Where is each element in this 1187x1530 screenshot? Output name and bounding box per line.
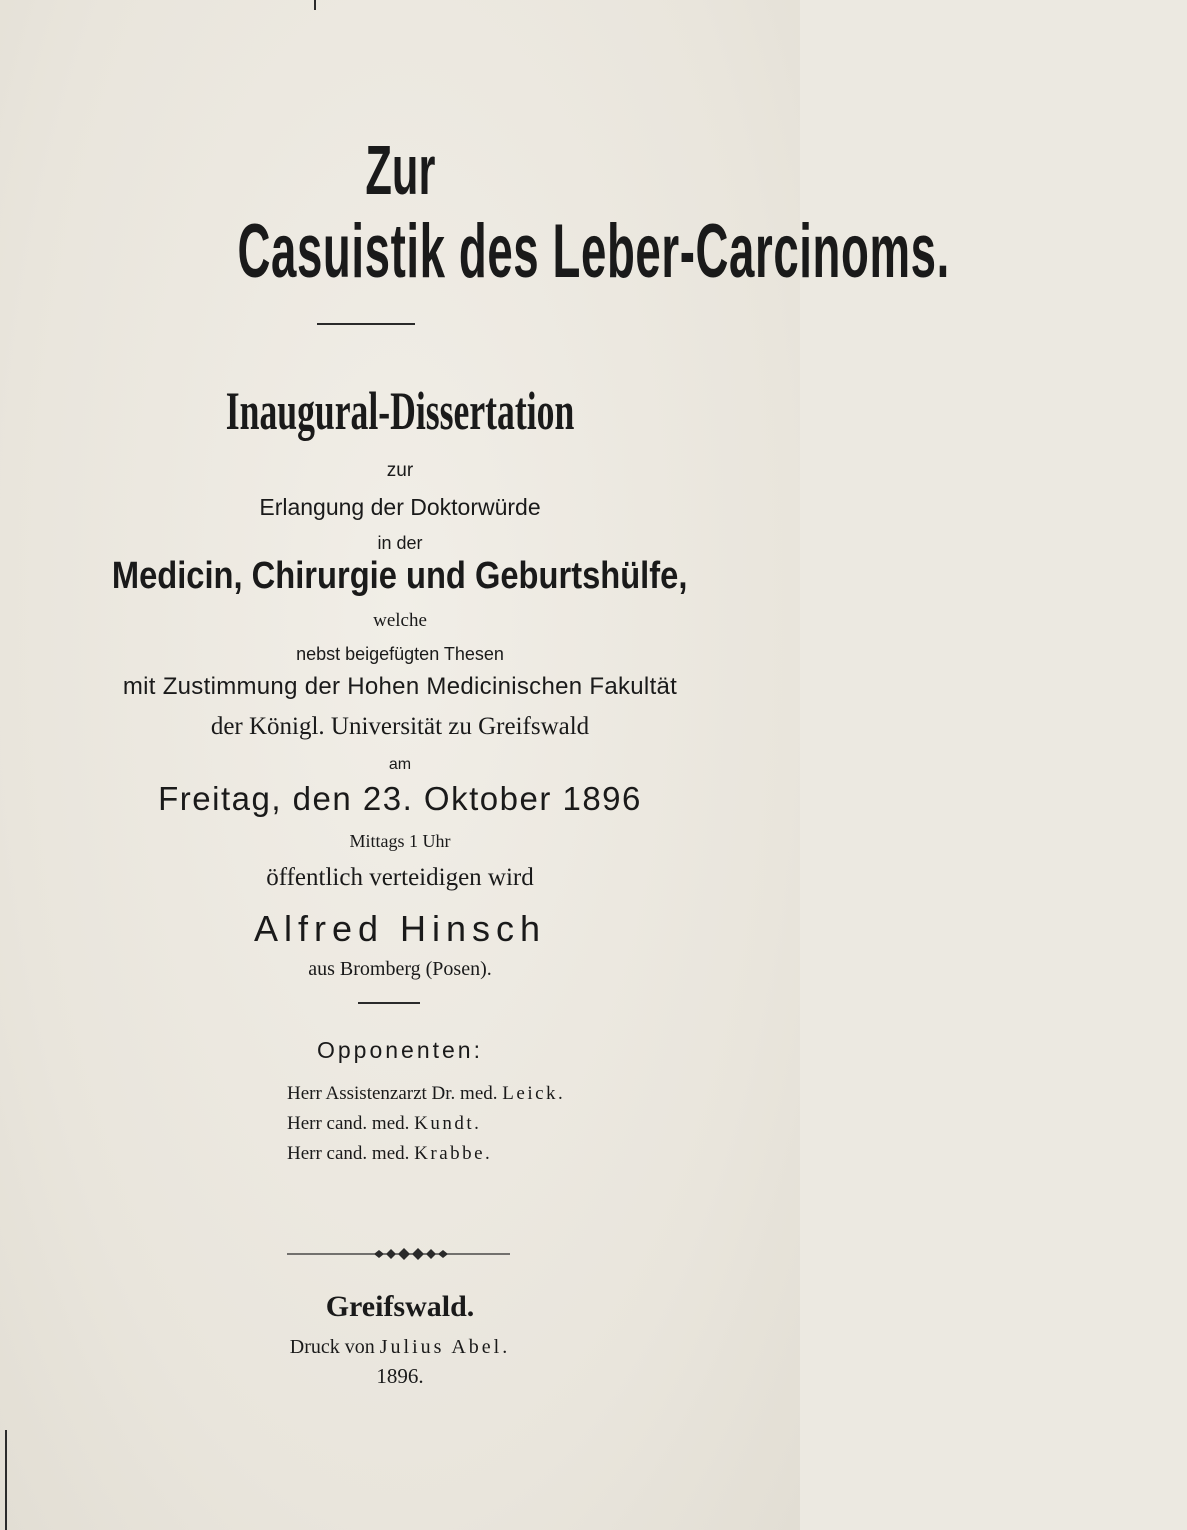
time-text: Mittags 1 Uhr xyxy=(349,831,451,851)
date-text: Freitag, den 23. Oktober 1896 xyxy=(158,780,642,817)
opponent-prefix: Herr Assistenzarzt Dr. med. xyxy=(287,1083,498,1104)
welche-text: welche xyxy=(373,610,427,631)
title-line-1: Zur xyxy=(365,131,435,209)
opponent-row xyxy=(287,1143,492,1165)
imprint-city-row xyxy=(0,1290,800,1324)
imprint-year: 1896. xyxy=(376,1364,424,1388)
imprint-city: Greifswald. xyxy=(325,1290,475,1323)
title-line-2-row xyxy=(0,208,950,295)
author-divider xyxy=(358,1002,420,1004)
title-divider xyxy=(317,323,415,325)
dissertation-heading-row xyxy=(0,380,800,442)
faculty-subject: Medicin, Chirurgie und Geburtshülfe, xyxy=(112,555,688,597)
opponent-name: Krabbe. xyxy=(414,1143,493,1164)
title-line-1-row xyxy=(0,130,800,210)
am-text: am xyxy=(388,756,412,773)
in-der-text: in der xyxy=(377,533,423,553)
zur-text: zur xyxy=(386,460,414,481)
nebst-text: nebst beigefügten Thesen xyxy=(296,644,504,664)
imprint-printer-row xyxy=(0,1336,800,1359)
binding-edge-mark xyxy=(314,0,316,10)
verteidigen-text: öffentlich verteidigen wird xyxy=(266,864,534,891)
opponent-prefix: Herr cand. med. xyxy=(287,1113,410,1134)
opponents-heading: Opponenten: xyxy=(316,1037,483,1063)
zustimmung-text: mit Zustimmung der Hohen Medicinischen Fakultät xyxy=(122,673,678,700)
binding-edge-mark xyxy=(5,1430,7,1530)
printer-name: Julius Abel. xyxy=(379,1336,511,1358)
erlangung-text: Erlangung der Doktorwürde xyxy=(259,494,541,520)
faculty-subject-row xyxy=(0,555,800,598)
dissertation-heading: Inaugural-Dissertation xyxy=(225,381,575,441)
opponent-name: Kundt. xyxy=(414,1113,482,1134)
universitaet-text: der Königl. Universität zu Greifswald xyxy=(210,713,590,740)
origin-text: aus Bromberg (Posen). xyxy=(308,958,492,980)
title-line-2: Casuistik des Leber-Carcinoms. xyxy=(237,209,950,294)
opponent-row xyxy=(287,1083,565,1105)
printer-prefix: Druck von xyxy=(289,1336,375,1358)
opponent-name: Leick. xyxy=(502,1083,566,1104)
opponent-prefix: Herr cand. med. xyxy=(287,1143,410,1164)
opponent-row xyxy=(287,1113,481,1135)
author-name: Alfred Hinsch xyxy=(253,908,547,949)
ornamental-divider xyxy=(0,1244,800,1264)
